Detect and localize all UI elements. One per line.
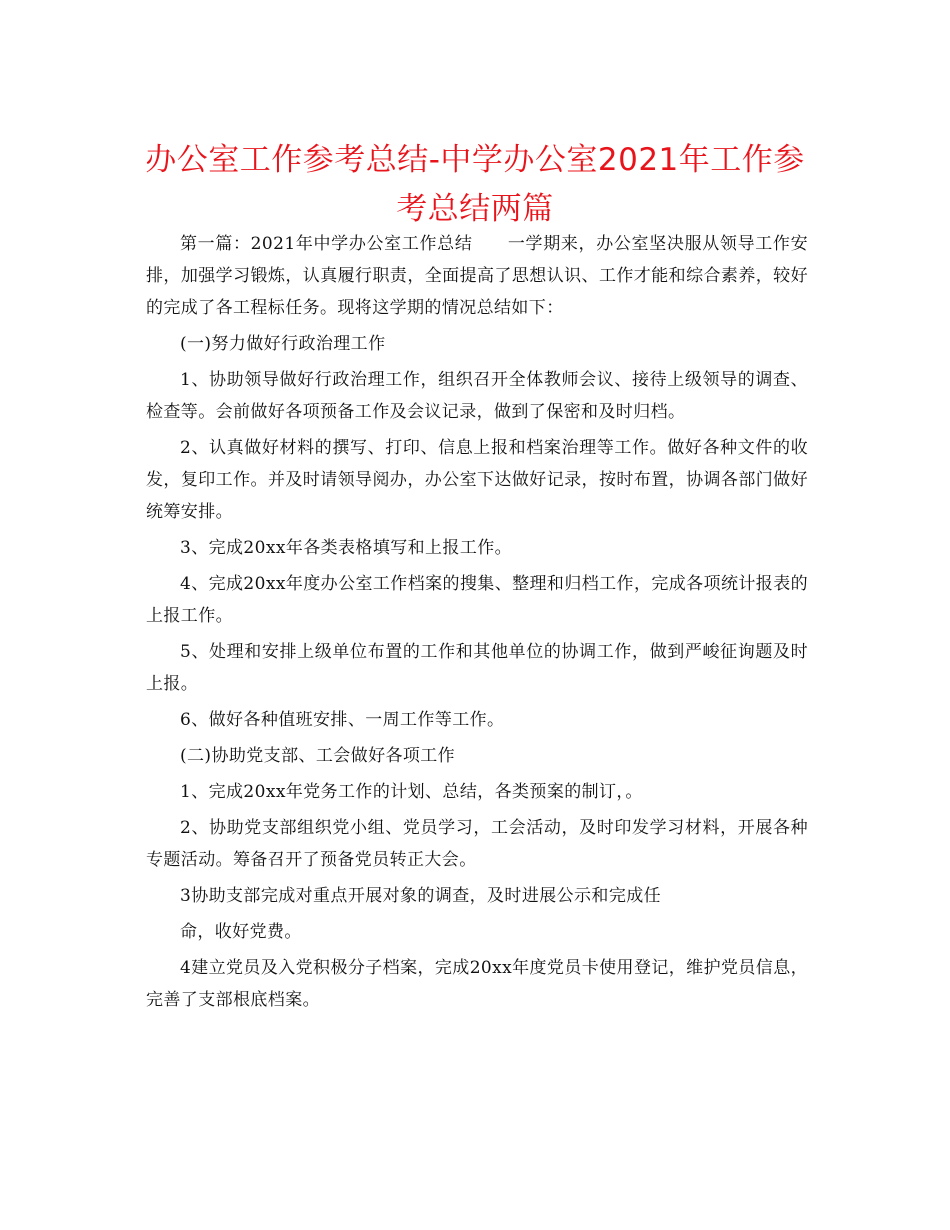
list-item: 2、认真做好材料的撰写、打印、信息上报和档案治理等工作。做好各种文件的收发，复印工作。并及时请领导阅办，办公室下达做好记录，按时布置，协调各部门做好统筹安排。 bbox=[146, 438, 808, 522]
list-item: 5、处理和安排上级单位布置的工作和其他单位的协调工作，做到严峻征询题及时上报。 bbox=[146, 642, 808, 694]
list-item: 2、协助党支部组织党小组、党员学习，工会活动，及时印发学习材料，开展各种专题活动。筹备召开了预备党员转正大会。 bbox=[146, 818, 808, 870]
list-item: 6、做好各种值班安排、一周工作等工作。 bbox=[180, 710, 505, 730]
section-heading-1: (一)努力做好行政治理工作 bbox=[180, 334, 386, 354]
paragraph-intro: 第一篇：2021年中学办公室工作总结 一学期来，办公室坚决服从领导工作安排，加强学习锻炼，认真履行职责，全面提高了思想认识、工作才能和综合素养，较好的完成了各工程标任务。现将这学期的情况总结如下： bbox=[146, 234, 808, 318]
list-item: 1、协助领导做好行政治理工作，组织召开全体教师会议、接待上级领导的调查、检查等。会前做好各项预备工作及会议记录，做到了保密和及时归档。 bbox=[146, 370, 808, 422]
section-heading-2: (二)协助党支部、工会做好各项工作 bbox=[180, 746, 456, 766]
list-item-continuation: 命，收好党费。 bbox=[180, 922, 302, 942]
list-item: 4、完成20xx年度办公室工作档案的搜集、整理和归档工作，完成各项统计报表的上报工作。 bbox=[146, 574, 808, 626]
document-body bbox=[146, 228, 808, 1020]
list-item: 1、完成20xx年党务工作的计划、总结，各类预案的制订，。 bbox=[180, 782, 643, 802]
list-item: 4建立党员及入党积极分子档案，完成20xx年度党员卡使用登记，维护党员信息，完善了支部根底档案。 bbox=[146, 958, 808, 1010]
list-item: 3、完成20xx年各类表格填写和上报工作。 bbox=[180, 538, 513, 558]
document-title: 办公室工作参考总结-中学办公室2021年工作参考总结两篇 bbox=[145, 142, 805, 227]
list-item: 3协助支部完成对重点开展对象的调查，及时进展公示和完成任 bbox=[180, 886, 662, 906]
